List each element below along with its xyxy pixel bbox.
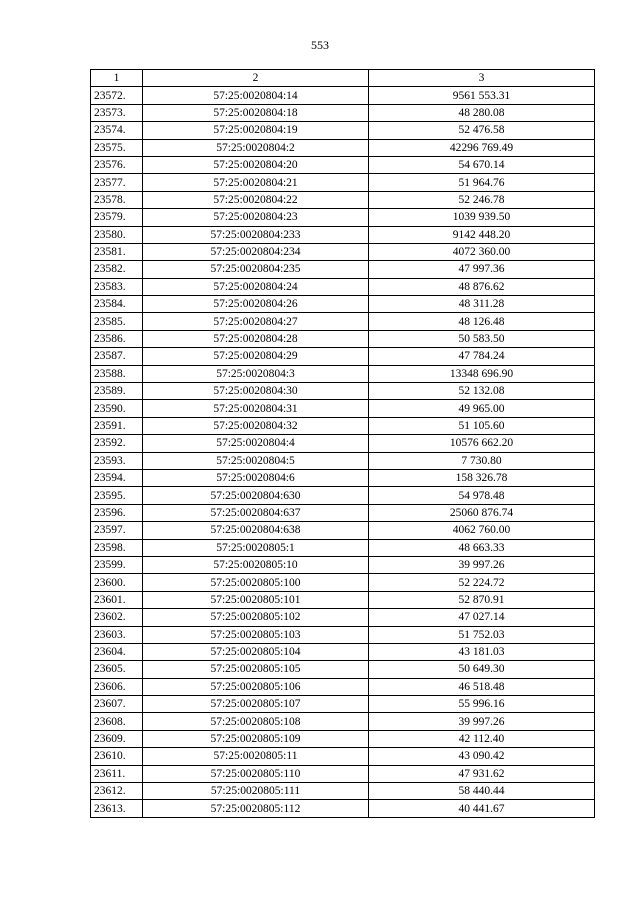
row-number-cell: 23591. [91,417,143,434]
row-number-cell: 23579. [91,209,143,226]
row-number-cell: 23580. [91,226,143,243]
value-cell: 52 224.72 [369,574,595,591]
value-cell: 52 132.08 [369,383,595,400]
cadastral-number-cell: 57:25:0020804:30 [143,383,369,400]
cadastral-number-cell: 57:25:0020804:19 [143,122,369,139]
table-row [91,556,595,573]
table-row [91,243,595,260]
row-number-cell: 23613. [91,800,143,817]
cadastral-number-cell: 57:25:0020805:100 [143,574,369,591]
table-row [91,730,595,747]
row-number-cell: 23599. [91,556,143,573]
table-row [91,783,595,800]
value-cell: 55 996.16 [369,696,595,713]
cadastral-number-cell: 57:25:0020805:108 [143,713,369,730]
cadastral-number-cell: 57:25:0020804:5 [143,452,369,469]
table-row [91,765,595,782]
table-row [91,104,595,121]
table-row [91,313,595,330]
value-cell: 47 997.36 [369,261,595,278]
row-number-cell: 23574. [91,122,143,139]
value-cell: 51 752.03 [369,626,595,643]
cadastral-number-cell: 57:25:0020805:111 [143,783,369,800]
row-number-cell: 23582. [91,261,143,278]
value-cell: 1039 939.50 [369,209,595,226]
cadastral-number-cell: 57:25:0020804:26 [143,296,369,313]
row-number-cell: 23586. [91,330,143,347]
value-cell: 52 476.58 [369,122,595,139]
cadastral-number-cell: 57:25:0020804:20 [143,156,369,173]
table-row [91,365,595,382]
value-cell: 48 311.28 [369,296,595,313]
table-row [91,330,595,347]
cadastral-number-cell: 57:25:0020805:103 [143,626,369,643]
cadastral-number-cell: 57:25:0020804:234 [143,243,369,260]
table-row [91,487,595,504]
value-cell: 49 965.00 [369,400,595,417]
table-row [91,348,595,365]
cadastral-number-cell: 57:25:0020804:630 [143,487,369,504]
row-number-cell: 23584. [91,296,143,313]
table-row [91,296,595,313]
value-cell: 13348 696.90 [369,365,595,382]
row-number-cell: 23594. [91,469,143,486]
cadastral-number-cell: 57:25:0020804:638 [143,522,369,539]
table-row [91,174,595,191]
value-cell: 50 649.30 [369,661,595,678]
cadastral-number-cell: 57:25:0020805:107 [143,696,369,713]
cadastral-number-cell: 57:25:0020804:27 [143,313,369,330]
value-cell: 48 876.62 [369,278,595,295]
table-row [91,209,595,226]
value-cell: 4072 360.00 [369,243,595,260]
value-cell: 52 246.78 [369,191,595,208]
table-row [91,122,595,139]
cadastral-number-cell: 57:25:0020805:105 [143,661,369,678]
value-cell: 51 964.76 [369,174,595,191]
table-row [91,156,595,173]
cadastral-number-cell: 57:25:0020805:104 [143,643,369,660]
row-number-cell: 23598. [91,539,143,556]
cadastral-number-cell: 57:25:0020805:10 [143,556,369,573]
value-cell: 47 027.14 [369,609,595,626]
cadastral-number-cell: 57:25:0020805:11 [143,748,369,765]
table-row [91,713,595,730]
table-row [91,226,595,243]
value-cell: 43 181.03 [369,643,595,660]
row-number-cell: 23573. [91,104,143,121]
row-number-cell: 23607. [91,696,143,713]
value-cell: 158 326.78 [369,469,595,486]
value-cell: 9561 553.31 [369,87,595,104]
header-cell-3: 3 [369,70,595,87]
row-number-cell: 23611. [91,765,143,782]
value-cell: 7 730.80 [369,452,595,469]
cadastral-number-cell: 57:25:0020805:112 [143,800,369,817]
cadastral-number-cell: 57:25:0020804:29 [143,348,369,365]
value-cell: 47 784.24 [369,348,595,365]
value-cell: 39 997.26 [369,713,595,730]
value-cell: 48 126.48 [369,313,595,330]
table-row [91,452,595,469]
row-number-cell: 23608. [91,713,143,730]
table-row [91,400,595,417]
row-number-cell: 23585. [91,313,143,330]
value-cell: 48 280.08 [369,104,595,121]
cadastral-number-cell: 57:25:0020804:14 [143,87,369,104]
table-row [91,661,595,678]
row-number-cell: 23606. [91,678,143,695]
table-row [91,504,595,521]
row-number-cell: 23605. [91,661,143,678]
row-number-cell: 23581. [91,243,143,260]
cadastral-number-cell: 57:25:0020805:1 [143,539,369,556]
value-cell: 43 090.42 [369,748,595,765]
table-row [91,678,595,695]
value-cell: 54 978.48 [369,487,595,504]
value-cell: 46 518.48 [369,678,595,695]
value-cell: 42 112.40 [369,730,595,747]
table-row [91,626,595,643]
cadastral-number-cell: 57:25:0020805:109 [143,730,369,747]
cadastral-number-cell: 57:25:0020804:3 [143,365,369,382]
table-row [91,591,595,608]
row-number-cell: 23595. [91,487,143,504]
table-row [91,435,595,452]
table-row [91,87,595,104]
row-number-cell: 23604. [91,643,143,660]
cadastral-number-cell: 57:25:0020804:6 [143,469,369,486]
row-number-cell: 23609. [91,730,143,747]
table-row [91,469,595,486]
table-row [91,800,595,817]
cadastral-number-cell: 57:25:0020804:2 [143,139,369,156]
table-row [91,609,595,626]
cadastral-number-cell: 57:25:0020804:31 [143,400,369,417]
row-number-cell: 23583. [91,278,143,295]
cadastral-number-cell: 57:25:0020804:4 [143,435,369,452]
row-number-cell: 23601. [91,591,143,608]
value-cell: 48 663.33 [369,539,595,556]
data-table [90,69,595,818]
row-number-cell: 23572. [91,87,143,104]
cadastral-number-cell: 57:25:0020805:110 [143,765,369,782]
cadastral-number-cell: 57:25:0020804:233 [143,226,369,243]
row-number-cell: 23578. [91,191,143,208]
cadastral-number-cell: 57:25:0020805:106 [143,678,369,695]
cadastral-number-cell: 57:25:0020804:21 [143,174,369,191]
value-cell: 47 931.62 [369,765,595,782]
cadastral-number-cell: 57:25:0020804:18 [143,104,369,121]
row-number-cell: 23600. [91,574,143,591]
row-number-cell: 23602. [91,609,143,626]
table-row [91,278,595,295]
row-number-cell: 23597. [91,522,143,539]
table-row [91,261,595,278]
cadastral-number-cell: 57:25:0020804:22 [143,191,369,208]
value-cell: 40 441.67 [369,800,595,817]
row-number-cell: 23596. [91,504,143,521]
cadastral-number-cell: 57:25:0020804:637 [143,504,369,521]
value-cell: 51 105.60 [369,417,595,434]
row-number-cell: 23577. [91,174,143,191]
cadastral-number-cell: 57:25:0020804:28 [143,330,369,347]
value-cell: 52 870.91 [369,591,595,608]
value-cell: 10576 662.20 [369,435,595,452]
value-cell: 58 440.44 [369,783,595,800]
row-number-cell: 23603. [91,626,143,643]
table-row [91,696,595,713]
header-cell-1: 1 [91,70,143,87]
row-number-cell: 23587. [91,348,143,365]
cadastral-number-cell: 57:25:0020804:23 [143,209,369,226]
row-number-cell: 23576. [91,156,143,173]
cadastral-number-cell: 57:25:0020805:101 [143,591,369,608]
value-cell: 9142 448.20 [369,226,595,243]
value-cell: 54 670.14 [369,156,595,173]
cadastral-number-cell: 57:25:0020805:102 [143,609,369,626]
row-number-cell: 23612. [91,783,143,800]
value-cell: 42296 769.49 [369,139,595,156]
table-row [91,522,595,539]
table-row [91,574,595,591]
row-number-cell: 23590. [91,400,143,417]
row-number-cell: 23589. [91,383,143,400]
table-body [91,70,595,818]
cadastral-number-cell: 57:25:0020804:32 [143,417,369,434]
cadastral-number-cell: 57:25:0020804:235 [143,261,369,278]
cadastral-number-cell: 57:25:0020804:24 [143,278,369,295]
table-header-row [91,70,595,87]
header-cell-2: 2 [143,70,369,87]
row-number-cell: 23592. [91,435,143,452]
value-cell: 39 997.26 [369,556,595,573]
page-number: 553 [311,38,329,52]
table-row [91,643,595,660]
value-cell: 4062 760.00 [369,522,595,539]
value-cell: 50 583.50 [369,330,595,347]
row-number-cell: 23588. [91,365,143,382]
table-row [91,539,595,556]
table-row [91,139,595,156]
row-number-cell: 23575. [91,139,143,156]
row-number-cell: 23610. [91,748,143,765]
table-row [91,383,595,400]
table-row [91,191,595,208]
table-row [91,417,595,434]
value-cell: 25060 876.74 [369,504,595,521]
row-number-cell: 23593. [91,452,143,469]
table-row [91,748,595,765]
